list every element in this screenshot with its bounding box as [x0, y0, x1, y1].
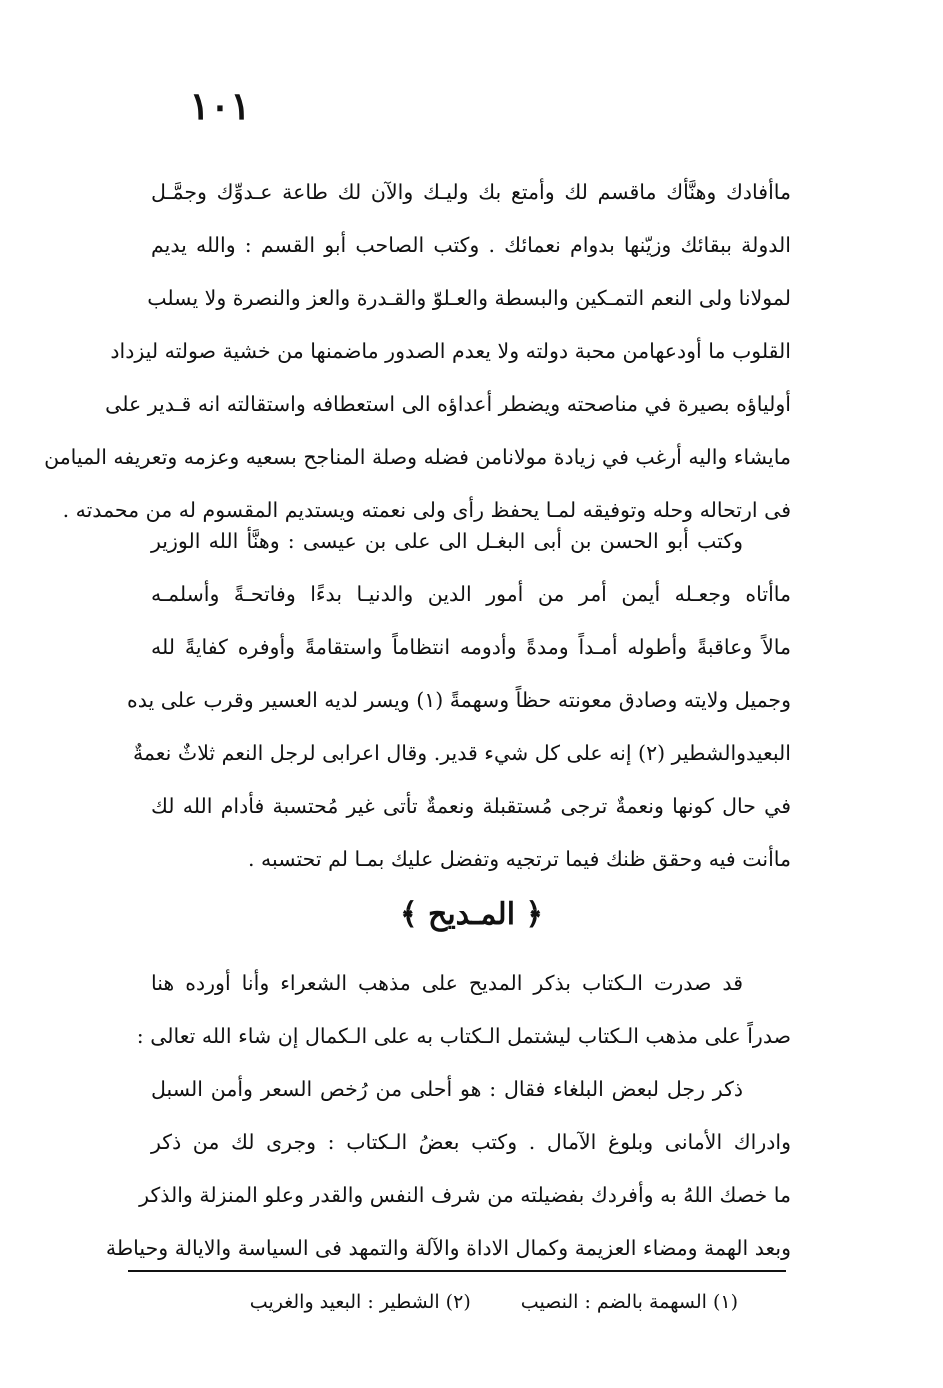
- text-line: ماأنت فيه وحقق ظنك فيما ترتجيه وتفضل عليك بمـا لم تحتسبه .: [247, 847, 791, 871]
- text-line: القلوب ما أودعهامن محبة دولته ولا يعدم الصدور ماضمنها من خشية صولته ليزداد: [110, 339, 791, 363]
- text-line: فى ارتحاله وحله وتوفيقه لمـا يحفظ رأى ولى نعمته ويستديم المقسوم له من محمدته .: [62, 498, 791, 522]
- text-line: ذكر رجل لبعض البلغاء فقال : هو أحلى من رُخص السعر وأمن السبل: [151, 1077, 743, 1101]
- paragraph-abu-al-hasan: [126, 515, 791, 886]
- footnote: (١) السهمة بالضم : النصيب: [520, 1291, 738, 1313]
- text-line: وادراك الأمانى وبلوغ الآمال . وكتب بعضُ الـكتاب : وجرى لك من ذكر: [151, 1130, 791, 1154]
- text-line: وبعد الهمة ومضاء العزيمة وكمال الاداة والآلة والتمهد فى السياسة والايالة وحياطة: [105, 1236, 791, 1260]
- footnote-divider: [128, 1270, 786, 1272]
- text-line: وجميل ولايته وصادق معونته حظاً وسهمةً (١) ويسر لديه العسير وقرب على يده: [126, 688, 791, 712]
- text-line: ماأتاه وجعـله أيمن أمر من أمور الدين والدنيـا بدءًا وفاتحـةً وأسلمـه: [151, 582, 791, 606]
- footnote: (٢) الشطير : البعيد والغريب: [249, 1291, 471, 1313]
- text-line: مايشاء واليه أرغب في زيادة مولانامن فضله وصلة المناجح بسعيه وعزمه وتعريفه الميامن: [44, 445, 791, 469]
- paragraph-madih: [105, 957, 791, 1275]
- footnotes: [178, 1282, 738, 1322]
- text-line: لمولانا ولى النعم التمـكين والبسطة والعـلوّ والقـدرة والعز والنصرة ولا يسلب: [147, 286, 791, 310]
- text-line: البعيدوالشطير (٢) إنه على كل شيء قدير. وقال اعرابى لرجل النعم ثلاثٌ نعمةٌ: [132, 741, 791, 765]
- text-line: وكتب أبو الحسن بن أبى البغـل الى على بن عيسى : وهنَّأ الله الوزير: [151, 529, 743, 553]
- text-line: أولياؤه بصيرة في مناصحته ويضطر أعداؤه الى استعطافه واستقالته انه قـدير على: [105, 392, 791, 416]
- text-line: مالاً وعاقبةً وأطوله أمـداً ومدةً وأدومه انتظاماً واستقامةً وأوفره كفايةً لله: [151, 635, 791, 659]
- text-line: ما خصك اللهُ به وأفردك بفضيلته من شرف النفس والقدر وعلو المنزلة والذكر: [139, 1183, 791, 1207]
- text-line: قد صدرت الـكتاب بذكر المديح على مذهب الشعراء وأنا أورده هنا: [151, 971, 743, 995]
- text-line: في حال كونها ونعمةٌ ترجى مُستقبلة ونعمةٌ تأتى غير مُحتسبة فأدام الله لك: [151, 794, 791, 818]
- text-line: الدولة ببقائك وزيّنها بدوام نعمائك . وكتب الصاحب أبو القسم : والله يديم: [151, 233, 791, 257]
- paragraph-continuation: [44, 166, 791, 537]
- text-line: صدراً على مذهب الـكتاب ليشتمل الـكتاب به على الـكمال إن شاء الله تعالى :: [136, 1024, 791, 1048]
- page-number: ١٠١: [189, 83, 251, 128]
- text-line: ماأفادك وهنَّأك ماقسم لك وأمتع بك وليـك والآن لك طاعة عـدوِّك وجمَّـل: [151, 180, 791, 204]
- section-heading: ﴿ المـديح ﴾: [399, 897, 544, 932]
